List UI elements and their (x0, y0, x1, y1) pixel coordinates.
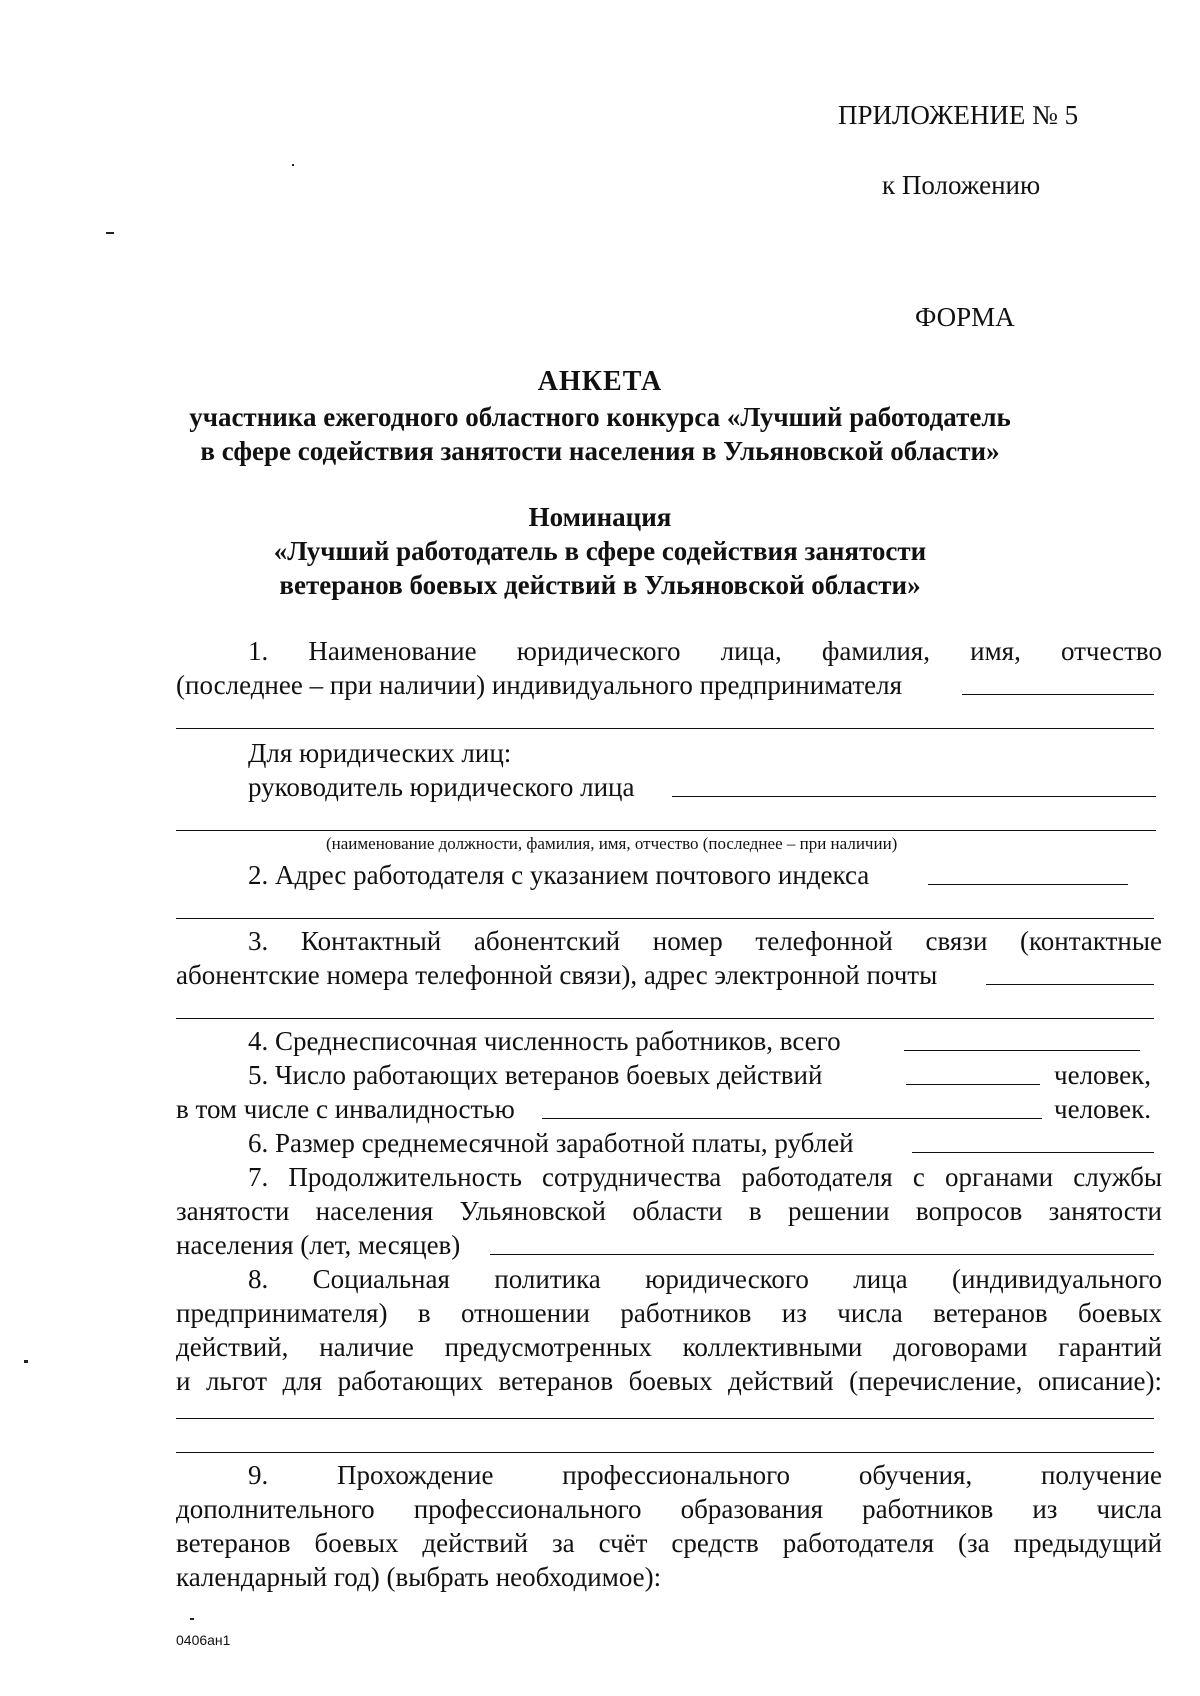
item-3-line-2: абонентские номера телефонной связи), адрес электронной почты (176, 960, 938, 990)
item-9-line-3: ветеранов боевых действий за счёт средств работодателя (за предыдущий (176, 1528, 1162, 1558)
scan-speck (24, 1360, 28, 1363)
item-7-line-3: населения (лет, месяцев) (176, 1230, 461, 1260)
item-5-unit-2: человек. (1054, 1094, 1151, 1124)
legal-head-label: руководитель юридического лица (248, 772, 635, 802)
document-title: АНКЕТА (537, 366, 663, 397)
item-8-fill-line-2[interactable] (176, 1452, 1154, 1453)
item-7-fill-line[interactable] (490, 1254, 1154, 1255)
item-7-line-1: 7. Продолжительность сотрудничества работодателя с органами службы (248, 1162, 1162, 1192)
legal-head-caption: (наименование должности, фамилия, имя, отчество (последнее – при наличии) (326, 834, 898, 853)
nomination-heading: Номинация (528, 502, 672, 532)
item-5-line-1: 5. Число работающих ветеранов боевых действий (248, 1060, 823, 1090)
item-4-label: 4. Среднесписочная численность работников, всего (248, 1026, 841, 1056)
item-1-line-2: (последнее – при наличии) индивидуального предпринимателя (176, 670, 903, 700)
item-1-fill-line[interactable] (962, 694, 1154, 695)
item-9-line-1: 9. Прохождение профессионального обучения, получение (248, 1460, 1162, 1490)
legal-entities-heading: Для юридических лиц: (248, 738, 512, 768)
title-line-1: участника ежегодного областного конкурса «Лучший работодатель (189, 402, 1011, 432)
item-9-line-4: календарный год) (выбрать необходимое): (176, 1562, 662, 1592)
item-7-line-2: занятости населения Ульяновской области в решении вопросов занятости (176, 1196, 1162, 1226)
item-8-line-3: действий, наличие предусмотренных коллективными договорами гарантий (176, 1332, 1162, 1362)
item-1-line-1: 1. Наименование юридического лица, фамилия, имя, отчество (248, 636, 1162, 666)
regulation-reference: к Положению (882, 170, 1041, 200)
item-5-disability-fill-line[interactable] (542, 1118, 1042, 1119)
item-5-fill-line[interactable] (906, 1084, 1040, 1085)
appendix-label: ПРИЛОЖЕНИЕ № 5 (838, 100, 1079, 130)
item-8-fill-line[interactable] (176, 1418, 1154, 1419)
document-code: 0406ан1 (176, 1632, 231, 1648)
item-5-unit-1: человек, (1054, 1060, 1151, 1090)
title-line-2: в сфере содействия занятости населения в Ульяновской области» (200, 436, 1000, 466)
item-4-fill-line[interactable] (904, 1050, 1140, 1051)
nomination-line-2: ветеранов боевых действий в Ульяновской области» (279, 570, 921, 600)
item-6-fill-line[interactable] (912, 1152, 1154, 1153)
item-3-line-1: 3. Контактный абонентский номер телефонной связи (контактные (248, 926, 1162, 956)
scan-speck (106, 232, 114, 234)
nomination-line-1: «Лучший работодатель в сфере содействия занятости (273, 536, 927, 566)
legal-head-fill-line[interactable] (672, 796, 1156, 797)
item-8-line-2: предпринимателя) в отношении работников из числа ветеранов боевых (176, 1298, 1162, 1328)
scan-speck (190, 1618, 194, 1620)
scan-speck (292, 164, 294, 166)
item-8-line-1: 8. Социальная политика юридического лица (индивидуального (248, 1264, 1162, 1294)
form-label: ФОРМА (915, 302, 1015, 332)
legal-head-fill-line-2[interactable] (176, 830, 1156, 831)
item-2-fill-line-2[interactable] (176, 918, 1154, 919)
item-6-label: 6. Размер среднемесячной заработной платы, рублей (248, 1128, 854, 1158)
item-2-label: 2. Адрес работодателя с указанием почтового индекса (248, 860, 870, 890)
item-2-fill-line[interactable] (928, 884, 1128, 885)
item-9-line-2: дополнительного профессионального образования работников из числа (176, 1494, 1162, 1524)
item-1-fill-line-2[interactable] (176, 728, 1154, 729)
item-3-fill-line-2[interactable] (176, 1018, 1154, 1019)
item-3-fill-line[interactable] (986, 984, 1154, 985)
item-8-line-4: и льгот для работающих ветеранов боевых действий (перечисление, описание): (176, 1366, 1162, 1396)
item-5-line-2: в том числе с инвалидностью (176, 1094, 515, 1124)
